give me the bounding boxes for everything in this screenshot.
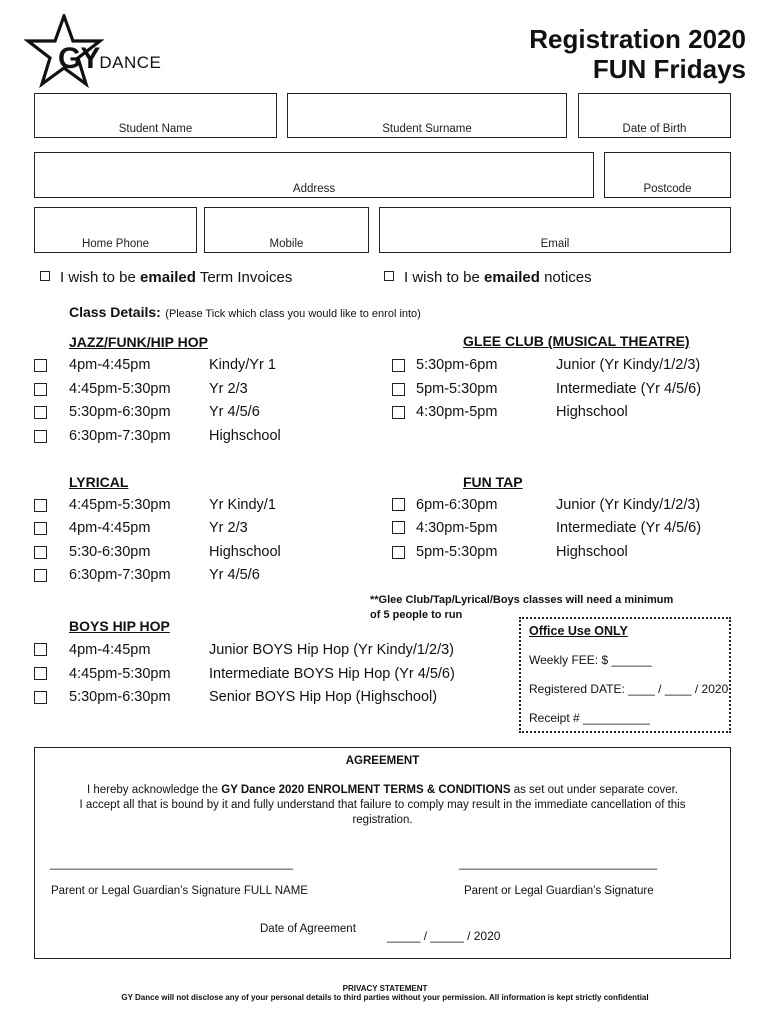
glee-level-2: Intermediate (Yr 4/5/6) bbox=[556, 381, 702, 397]
lyrical-level-2: Yr 2/3 bbox=[209, 520, 248, 536]
student-name-field[interactable] bbox=[34, 93, 277, 138]
glee-time-2: 5pm-5:30pm bbox=[416, 381, 498, 397]
glee-level-1: Junior (Yr Kindy/1/2/3) bbox=[556, 357, 701, 373]
student-surname-field[interactable] bbox=[287, 93, 567, 138]
lyrical-checkbox-2[interactable] bbox=[34, 522, 47, 535]
agreement-line-1-pre: I hereby acknowledge the bbox=[86, 784, 222, 796]
boys-time-1: 4pm-4:45pm bbox=[69, 642, 151, 658]
email-invoices-text-post: Term Invoices bbox=[195, 269, 293, 286]
tap-level-1: Junior (Yr Kindy/1/2/3) bbox=[556, 497, 701, 513]
date-of-agreement-label: Date of Agreement bbox=[260, 923, 356, 935]
tap-time-1: 6pm-6:30pm bbox=[416, 497, 498, 513]
jazz-level-4: Highschool bbox=[209, 428, 281, 444]
glee-level-3: Highschool bbox=[556, 404, 628, 420]
minimum-note-line-2: of 5 people to run bbox=[370, 609, 463, 621]
signature-label: Parent or Legal Guardian’s Signature bbox=[464, 885, 654, 897]
glee-time-3: 4:30pm-5pm bbox=[416, 404, 498, 420]
tap-checkbox-2[interactable] bbox=[392, 521, 405, 534]
jazz-section-title: JAZZ/FUNK/HIP HOP bbox=[69, 334, 208, 350]
tap-level-2: Intermediate (Yr 4/5/6) bbox=[556, 520, 702, 536]
tap-checkbox-1[interactable] bbox=[392, 498, 405, 511]
home-phone-field[interactable] bbox=[34, 207, 197, 253]
address-field[interactable] bbox=[34, 152, 594, 198]
jazz-checkbox-3[interactable] bbox=[34, 406, 47, 419]
page-title bbox=[529, 24, 746, 84]
email-notices-option[interactable] bbox=[384, 269, 592, 286]
boys-time-2: 4:45pm-5:30pm bbox=[69, 666, 171, 682]
tap-checkbox-3[interactable] bbox=[392, 546, 405, 559]
email-invoices-checkbox[interactable] bbox=[40, 271, 50, 281]
jazz-time-3: 5:30pm-6:30pm bbox=[69, 404, 171, 420]
jazz-time-4: 6:30pm-7:30pm bbox=[69, 428, 171, 444]
agreement-line-1 bbox=[35, 784, 730, 796]
boys-time-3: 5:30pm-6:30pm bbox=[69, 689, 171, 705]
email-field[interactable] bbox=[379, 207, 731, 253]
agreement-line-2: I accept all that is bound by it and fully understand that failure to comply may result in the immediate cancellation of this bbox=[79, 799, 686, 811]
title-line-1: Registration 2020 bbox=[529, 24, 746, 54]
student-name-label: Student Name bbox=[118, 123, 193, 135]
signature-line[interactable]: _______________________________ bbox=[459, 858, 658, 870]
agreement-line-3: registration. bbox=[352, 814, 413, 826]
agreement-box bbox=[34, 747, 731, 959]
jazz-checkbox-1[interactable] bbox=[34, 359, 47, 372]
logo-text: GYDANCE bbox=[58, 42, 162, 75]
boys-level-2: Intermediate BOYS Hip Hop (Yr 4/5/6) bbox=[209, 666, 455, 682]
jazz-level-2: Yr 2/3 bbox=[209, 381, 248, 397]
email-notices-text-post: notices bbox=[539, 269, 592, 286]
address-label: Address bbox=[292, 183, 336, 195]
tap-time-3: 5pm-5:30pm bbox=[416, 544, 498, 560]
email-notices-text-pre: I wish to be bbox=[404, 269, 485, 286]
date-of-agreement-value[interactable]: _____ / _____ / 2020 bbox=[387, 929, 501, 943]
office-registered-date: Registered DATE: ____ / ____ / 2020 bbox=[529, 682, 729, 696]
jazz-checkbox-2[interactable] bbox=[34, 383, 47, 396]
tap-level-3: Highschool bbox=[556, 544, 628, 560]
boys-section-title: BOYS HIP HOP bbox=[69, 618, 170, 634]
jazz-time-1: 4pm-4:45pm bbox=[69, 357, 151, 373]
glee-checkbox-3[interactable] bbox=[392, 406, 405, 419]
glee-checkbox-1[interactable] bbox=[392, 359, 405, 372]
agreement-line-1-post: as set out under separate cover. bbox=[510, 784, 679, 796]
lyrical-time-1: 4:45pm-5:30pm bbox=[69, 497, 171, 513]
boys-checkbox-2[interactable] bbox=[34, 667, 47, 680]
signature-name-line[interactable]: ______________________________________ bbox=[50, 858, 294, 870]
privacy-text: GY Dance will not disclose any of your personal details to third parties without your permission. All information is kept strictly confidential bbox=[121, 993, 649, 1002]
signature-name-label: Parent or Legal Guardian’s Signature FULL NAME bbox=[51, 885, 308, 897]
student-surname-label: Student Surname bbox=[382, 123, 472, 135]
lyrical-section-title: LYRICAL bbox=[69, 474, 129, 490]
jazz-level-1: Kindy/Yr 1 bbox=[209, 357, 276, 373]
tap-section-title: FUN TAP bbox=[463, 474, 523, 490]
glee-time-1: 5:30pm-6pm bbox=[416, 357, 498, 373]
lyrical-level-4: Yr 4/5/6 bbox=[209, 567, 260, 583]
class-details-hint: (Please Tick which class you would like to enrol into) bbox=[165, 308, 421, 320]
postcode-label: Postcode bbox=[643, 183, 692, 195]
postcode-field[interactable] bbox=[604, 152, 731, 198]
office-use-title: Office Use ONLY bbox=[529, 624, 628, 638]
lyrical-level-1: Yr Kindy/1 bbox=[209, 497, 276, 513]
lyrical-checkbox-1[interactable] bbox=[34, 499, 47, 512]
lyrical-level-3: Highschool bbox=[209, 544, 281, 560]
email-notices-checkbox[interactable] bbox=[384, 271, 394, 281]
lyrical-time-3: 5:30-6:30pm bbox=[69, 544, 151, 560]
title-line-2: FUN Fridays bbox=[592, 54, 746, 84]
email-invoices-text-pre: I wish to be bbox=[60, 269, 141, 286]
email-invoices-text-bold: emailed bbox=[140, 269, 196, 286]
logo bbox=[24, 14, 184, 88]
class-details-label: Class Details: bbox=[69, 304, 161, 320]
lyrical-time-4: 6:30pm-7:30pm bbox=[69, 567, 171, 583]
office-receipt: Receipt # __________ bbox=[529, 711, 650, 725]
lyrical-checkbox-4[interactable] bbox=[34, 569, 47, 582]
lyrical-time-2: 4pm-4:45pm bbox=[69, 520, 151, 536]
date-of-birth-label: Date of Birth bbox=[622, 123, 687, 135]
office-use-box bbox=[519, 617, 731, 733]
boys-checkbox-3[interactable] bbox=[34, 691, 47, 704]
agreement-line-1-bold: GY Dance 2020 ENROLMENT TERMS & CONDITIONS bbox=[221, 784, 511, 796]
privacy-heading: PRIVACY STATEMENT bbox=[342, 984, 428, 993]
date-of-birth-field[interactable] bbox=[578, 93, 731, 138]
boys-level-1: Junior BOYS Hip Hop (Yr Kindy/1/2/3) bbox=[209, 642, 454, 658]
email-label: Email bbox=[540, 238, 570, 250]
home-phone-label: Home Phone bbox=[81, 238, 150, 250]
jazz-level-3: Yr 4/5/6 bbox=[209, 404, 260, 420]
glee-section-title: GLEE CLUB (MUSICAL THEATRE) bbox=[463, 333, 690, 349]
office-weekly-fee: Weekly FEE: $ ______ bbox=[529, 653, 652, 667]
jazz-time-2: 4:45pm-5:30pm bbox=[69, 381, 171, 397]
agreement-heading: AGREEMENT bbox=[345, 755, 420, 767]
email-invoices-option[interactable] bbox=[40, 269, 292, 286]
mobile-label: Mobile bbox=[269, 238, 304, 250]
mobile-field[interactable] bbox=[204, 207, 369, 253]
email-notices-text-bold: emailed bbox=[484, 269, 540, 286]
boys-checkbox-1[interactable] bbox=[34, 643, 47, 656]
lyrical-checkbox-3[interactable] bbox=[34, 546, 47, 559]
jazz-checkbox-4[interactable] bbox=[34, 430, 47, 443]
boys-level-3: Senior BOYS Hip Hop (Highschool) bbox=[209, 689, 438, 705]
minimum-note-line-1: **Glee Club/Tap/Lyrical/Boys classes will need a minimum bbox=[370, 594, 674, 606]
tap-time-2: 4:30pm-5pm bbox=[416, 520, 498, 536]
class-details-heading bbox=[69, 304, 421, 322]
glee-checkbox-2[interactable] bbox=[392, 383, 405, 396]
